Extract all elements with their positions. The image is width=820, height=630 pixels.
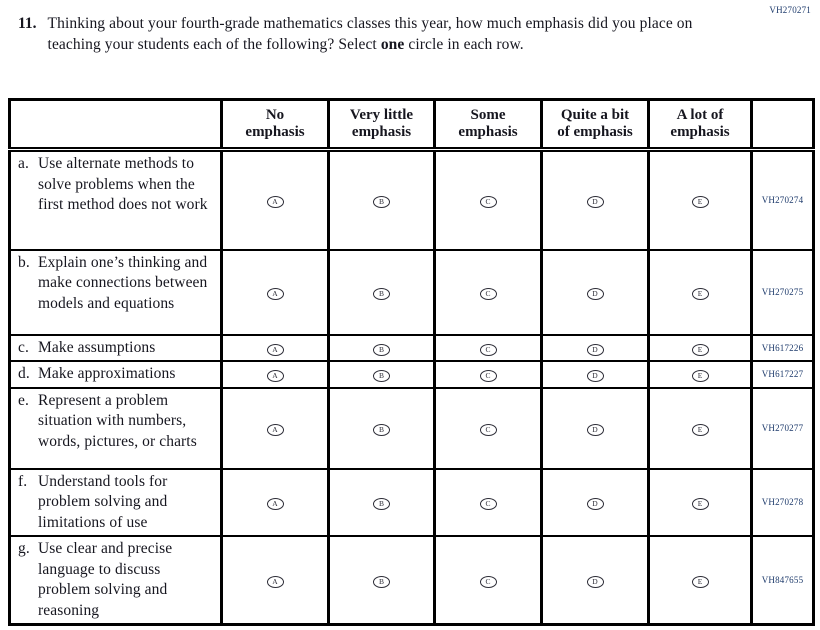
header-no-emphasis: No emphasis xyxy=(222,100,329,150)
table-row-b xyxy=(10,250,814,335)
row-g-code: VH847655 xyxy=(752,536,814,625)
bubble-e-very-little[interactable]: B xyxy=(373,424,390,436)
bubble-g-quite-a-bit[interactable]: D xyxy=(587,576,604,588)
bubble-b-quite-a-bit[interactable]: D xyxy=(587,288,604,300)
bubble-b-no-emphasis[interactable]: A xyxy=(267,288,284,300)
header-a-lot-emphasis: A lot of emphasis xyxy=(649,100,752,150)
bubble-f-some[interactable]: C xyxy=(480,498,497,510)
row-g-label: g. Use clear and precise language to discuss problem solving and reasoning xyxy=(10,536,222,625)
bubble-e-some[interactable]: C xyxy=(480,424,497,436)
bubble-b-some[interactable]: C xyxy=(480,288,497,300)
row-a-label: a. Use alternate methods to solve problems when the first method does not work xyxy=(10,150,222,250)
header-very-little-emphasis: Very little emphasis xyxy=(329,100,435,150)
bubble-g-very-little[interactable]: B xyxy=(373,576,390,588)
bubble-g-some[interactable]: C xyxy=(480,576,497,588)
bubble-e-no-emphasis[interactable]: A xyxy=(267,424,284,436)
bubble-c-no-emphasis[interactable]: A xyxy=(267,344,284,356)
bubble-a-quite-a-bit[interactable]: D xyxy=(587,196,604,208)
question-text xyxy=(48,13,716,55)
bubble-b-very-little[interactable]: B xyxy=(373,288,390,300)
header-some-emphasis: Some emphasis xyxy=(435,100,542,150)
bubble-b-a-lot[interactable]: E xyxy=(692,288,709,300)
question-text-start: Thinking about your fourth-grade mathematics classes this year, how much emphasis did you place on teaching your students each of the following? Select xyxy=(47,15,693,53)
table-row-g xyxy=(10,536,814,625)
table-row-c xyxy=(10,335,814,362)
bubble-d-quite-a-bit[interactable]: D xyxy=(587,370,604,382)
row-e-code: VH270277 xyxy=(752,388,814,469)
header-empty-code xyxy=(752,100,814,150)
question-block xyxy=(18,13,718,55)
page-variable-code: VH270271 xyxy=(769,5,811,15)
bubble-c-quite-a-bit[interactable]: D xyxy=(587,344,604,356)
table-row-f xyxy=(10,469,814,537)
question-number: 11. xyxy=(18,15,37,32)
bubble-a-some[interactable]: C xyxy=(480,196,497,208)
header-row xyxy=(10,100,814,150)
header-empty-label xyxy=(10,100,222,150)
bubble-e-a-lot[interactable]: E xyxy=(692,424,709,436)
row-e-label: e. Represent a problem situation with numbers, words, pictures, or charts xyxy=(10,388,222,469)
bubble-e-quite-a-bit[interactable]: D xyxy=(587,424,604,436)
bubble-f-a-lot[interactable]: E xyxy=(692,498,709,510)
table-row-e xyxy=(10,388,814,469)
bubble-a-no-emphasis[interactable]: A xyxy=(267,196,284,208)
emphasis-matrix-table xyxy=(8,98,815,626)
question-text-emphasis: one xyxy=(380,36,405,53)
table-row-d xyxy=(10,361,814,388)
row-c-code: VH617226 xyxy=(752,335,814,362)
bubble-c-a-lot[interactable]: E xyxy=(692,344,709,356)
bubble-f-very-little[interactable]: B xyxy=(373,498,390,510)
row-a-code: VH270274 xyxy=(752,150,814,250)
row-b-code: VH270275 xyxy=(752,250,814,335)
bubble-d-a-lot[interactable]: E xyxy=(692,370,709,382)
header-quite-a-bit-emphasis: Quite a bit of emphasis xyxy=(542,100,649,150)
bubble-d-very-little[interactable]: B xyxy=(373,370,390,382)
bubble-c-some[interactable]: C xyxy=(480,344,497,356)
row-b-label: b. Explain one’s thinking and make connections between models and equations xyxy=(10,250,222,335)
row-c-label: c. Make assumptions xyxy=(10,335,222,362)
bubble-f-quite-a-bit[interactable]: D xyxy=(587,498,604,510)
question-text-end: circle in each row. xyxy=(404,36,524,53)
bubble-d-some[interactable]: C xyxy=(480,370,497,382)
bubble-d-no-emphasis[interactable]: A xyxy=(267,370,284,382)
row-f-label: f. Understand tools for problem solving and limitations of use xyxy=(10,469,222,537)
bubble-a-very-little[interactable]: B xyxy=(373,196,390,208)
row-d-label: d. Make approximations xyxy=(10,361,222,388)
row-f-code: VH270278 xyxy=(752,469,814,537)
row-d-code: VH617227 xyxy=(752,361,814,388)
bubble-g-no-emphasis[interactable]: A xyxy=(267,576,284,588)
bubble-g-a-lot[interactable]: E xyxy=(692,576,709,588)
table-row-a xyxy=(10,150,814,250)
bubble-c-very-little[interactable]: B xyxy=(373,344,390,356)
bubble-a-a-lot[interactable]: E xyxy=(692,196,709,208)
bubble-f-no-emphasis[interactable]: A xyxy=(267,498,284,510)
